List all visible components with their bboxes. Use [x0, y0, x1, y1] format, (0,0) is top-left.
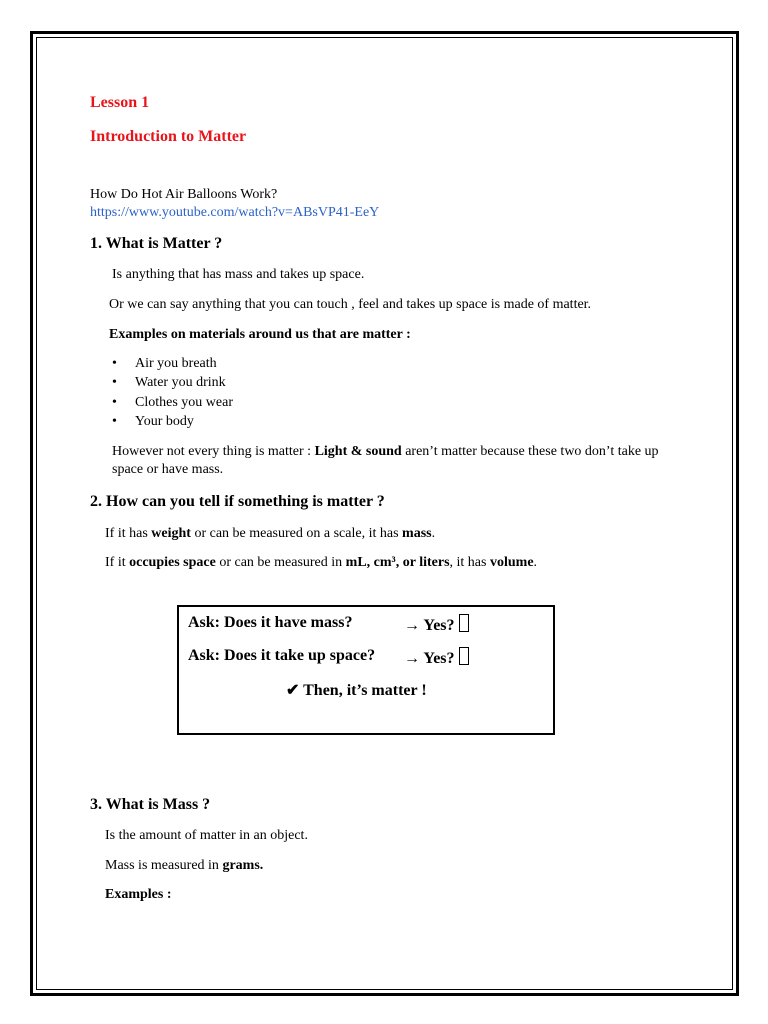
examples-heading: Examples on materials around us that are matter :	[109, 327, 411, 342]
volume-a: If it	[105, 555, 130, 570]
lesson-number: Lesson 1	[90, 94, 150, 111]
bullet-icon: •	[112, 413, 117, 429]
examples-list	[112, 354, 233, 431]
yes-label: Yes?	[423, 650, 455, 667]
ask-space-answer	[404, 647, 469, 668]
section-3-heading: 3. What is Mass ?	[90, 796, 211, 813]
matter-alt-definition: Or we can say anything that you can touch , feel and takes up space is made of matter.	[109, 297, 592, 312]
weight-c: or can be measured on a scale, it has	[190, 526, 403, 541]
yes-label: Yes?	[423, 617, 455, 634]
lesson-title: Introduction to Matter	[90, 128, 247, 145]
note-suffix: aren’t matter because these two don’t take up space or have mass.	[112, 444, 659, 477]
list-item	[112, 393, 233, 412]
mass-examples-label: Examples :	[105, 887, 172, 902]
list-item-text: Your body	[135, 413, 194, 429]
not-matter-note	[112, 443, 672, 479]
volume-g: .	[533, 555, 538, 570]
page-border	[30, 31, 739, 996]
checkbox-icon	[459, 614, 469, 632]
list-item-text: Air you breath	[135, 356, 217, 371]
volume-f: volume	[489, 555, 534, 570]
mass-definition: Is the amount of matter in an object.	[105, 828, 308, 843]
ask-mass-answer	[404, 614, 469, 635]
volume-d: mL, cm³, or liters	[345, 555, 450, 570]
list-item	[112, 373, 233, 392]
checkbox-icon	[459, 647, 469, 665]
weight-a: If it has	[105, 526, 152, 541]
measure-unit: grams.	[222, 858, 264, 873]
arrow-icon: →	[404, 617, 420, 634]
weight-e: .	[431, 526, 436, 541]
ask-box	[177, 605, 555, 735]
note-bold: Light & sound	[314, 444, 402, 459]
list-item-text: Water you drink	[135, 375, 226, 391]
weight-line	[105, 526, 435, 542]
list-item-text: Clothes you wear	[135, 394, 233, 410]
list-item	[112, 412, 233, 431]
arrow-icon: →	[404, 650, 420, 667]
weight-d: mass	[402, 526, 432, 541]
ask-conclusion: ✔ Then, it’s matter !	[286, 682, 427, 699]
bullet-icon: •	[112, 356, 117, 371]
ask-mass-question: Ask: Does it have mass?	[188, 614, 353, 631]
ask-space-question: Ask: Does it take up space?	[188, 647, 376, 664]
weight-b: weight	[151, 526, 191, 541]
volume-b: occupies space	[129, 555, 216, 570]
video-link[interactable]: https://www.youtube.com/watch?v=ABsVP41-EeY	[90, 205, 380, 220]
section-1-heading: 1. What is Matter ?	[90, 235, 223, 252]
matter-definition: Is anything that has mass and takes up space.	[112, 267, 365, 282]
note-prefix: However not every thing is matter :	[112, 444, 315, 459]
intro-question: How Do Hot Air Balloons Work?	[90, 187, 278, 202]
bullet-icon: •	[112, 375, 117, 391]
volume-c: or can be measured in	[215, 555, 346, 570]
mass-measure-line	[105, 858, 263, 874]
volume-line	[105, 555, 537, 571]
section-2-heading: 2. How can you tell if something is matter ?	[90, 493, 385, 510]
list-item	[112, 354, 233, 373]
volume-e: , it has	[449, 555, 490, 570]
page-border-inner	[36, 37, 733, 990]
bullet-icon: •	[112, 394, 117, 410]
measure-prefix: Mass is measured in	[105, 858, 223, 873]
